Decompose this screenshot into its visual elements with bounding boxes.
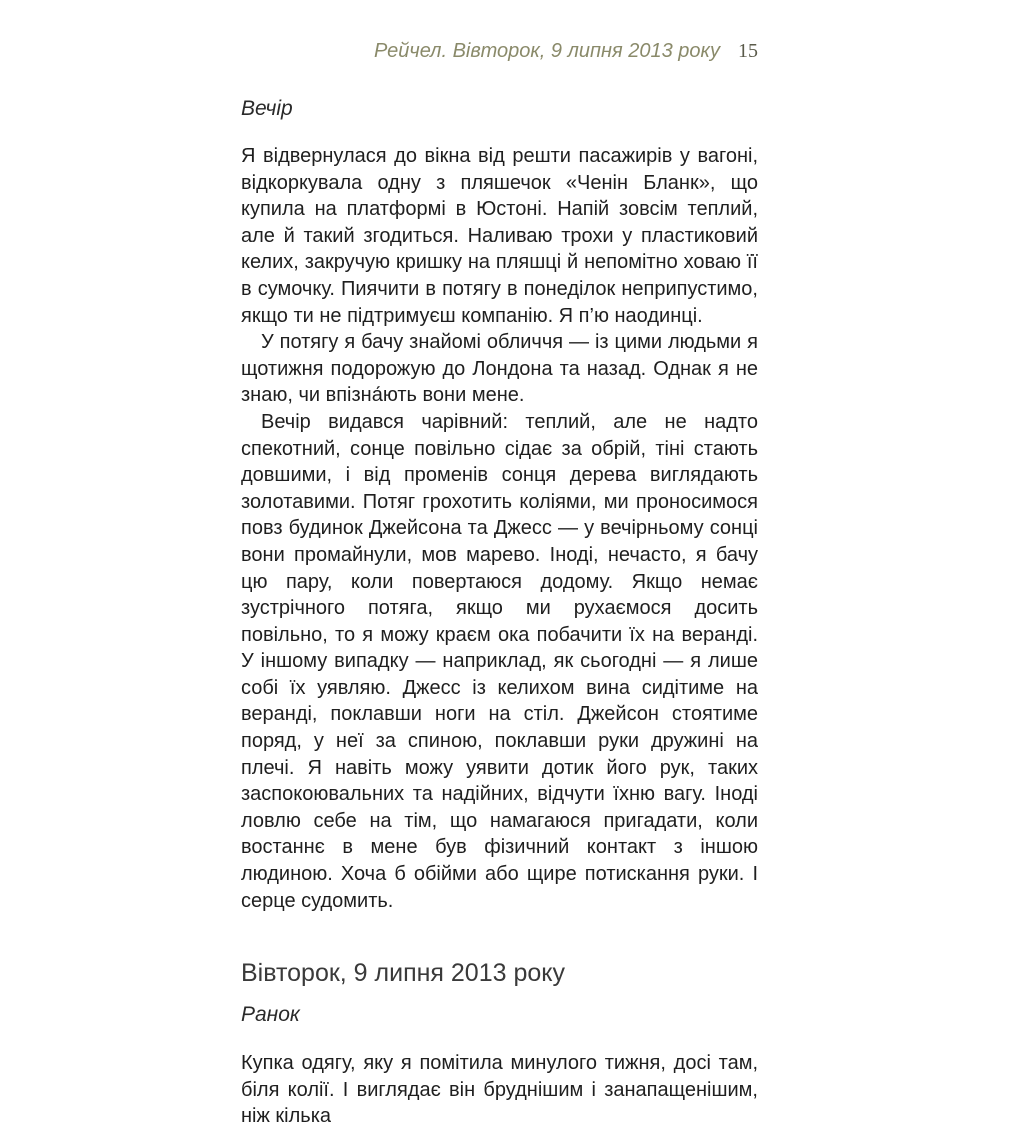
chapter-title: Вівторок, 9 липня 2013 року	[241, 959, 565, 988]
paragraph: Я відвернулася до вікна від решти пасажирів у вагоні, відкоркувала одну з пляшечок «Ченін Бланк», що купила на платформі в Юстоні. Напій зовсім теплий, але й такий згодиться. Наливаю трохи у пластиковий келих, закручую кришку на пляшці й непомітно ховаю її в сумочку. Пиячити в потягу в понеділок неприпустимо, якщо ти не підтримуєш компанію. Я п’ю наодинці.	[241, 145, 758, 327]
running-head: Рейчел. Вівторок, 9 липня 2013 року	[374, 40, 720, 62]
paragraph: У потягу я бачу знайомі обличчя — із цими людьми я щотижня подорожую до Лондона та назад. Однак я не знаю, чи впізна́ють вони мене.	[241, 331, 758, 407]
page-number: 15	[738, 40, 758, 62]
paragraph: Вечір видався чарівний: теплий, але не надто спекотний, сонце повільно сідає за обрій, тіні стають довшими, і від променів сонця дерева виглядають золотавими. Потяг грохотить коліями, ми проносимося повз будинок Джейсона та Джесс — у вечірньому сонці вони промайнули, мов марево. Іноді, нечасто, я бачу цю пару, коли повертаюся додому. Якщо немає зустрічного потяга, якщо ми рухаємося досить повільно, то я можу краєм ока побачити їх на веранді. У іншому випадку — наприклад, як сьогодні — я лише собі їх уявляю. Джесс із келихом вина сидітиме на веранді, поклавши ноги на стіл. Джейсон стоятиме поряд, у неї за спиною, поклавши руки дружині на плечі. Я навіть можу уявити дотик його рук, таких заспокоювальних та надійних, відчути їхню вагу. Іноді ловлю себе на тім, що намагаюся пригадати, коли востаннє в мене був фізичний контакт з іншою людиною. Хоча б обійми або щире потискання руки. І серце судомить.	[241, 410, 758, 912]
paragraph: Купка одягу, яку я помітила минулого тижня, досі там, біля колії. І виглядає він бруднішим і занапащенішим, ніж кілька	[241, 1052, 758, 1128]
section-heading-evening: Вечір	[241, 97, 293, 120]
section-heading-morning: Ранок	[241, 1003, 300, 1027]
page-content	[241, 96, 758, 1130]
